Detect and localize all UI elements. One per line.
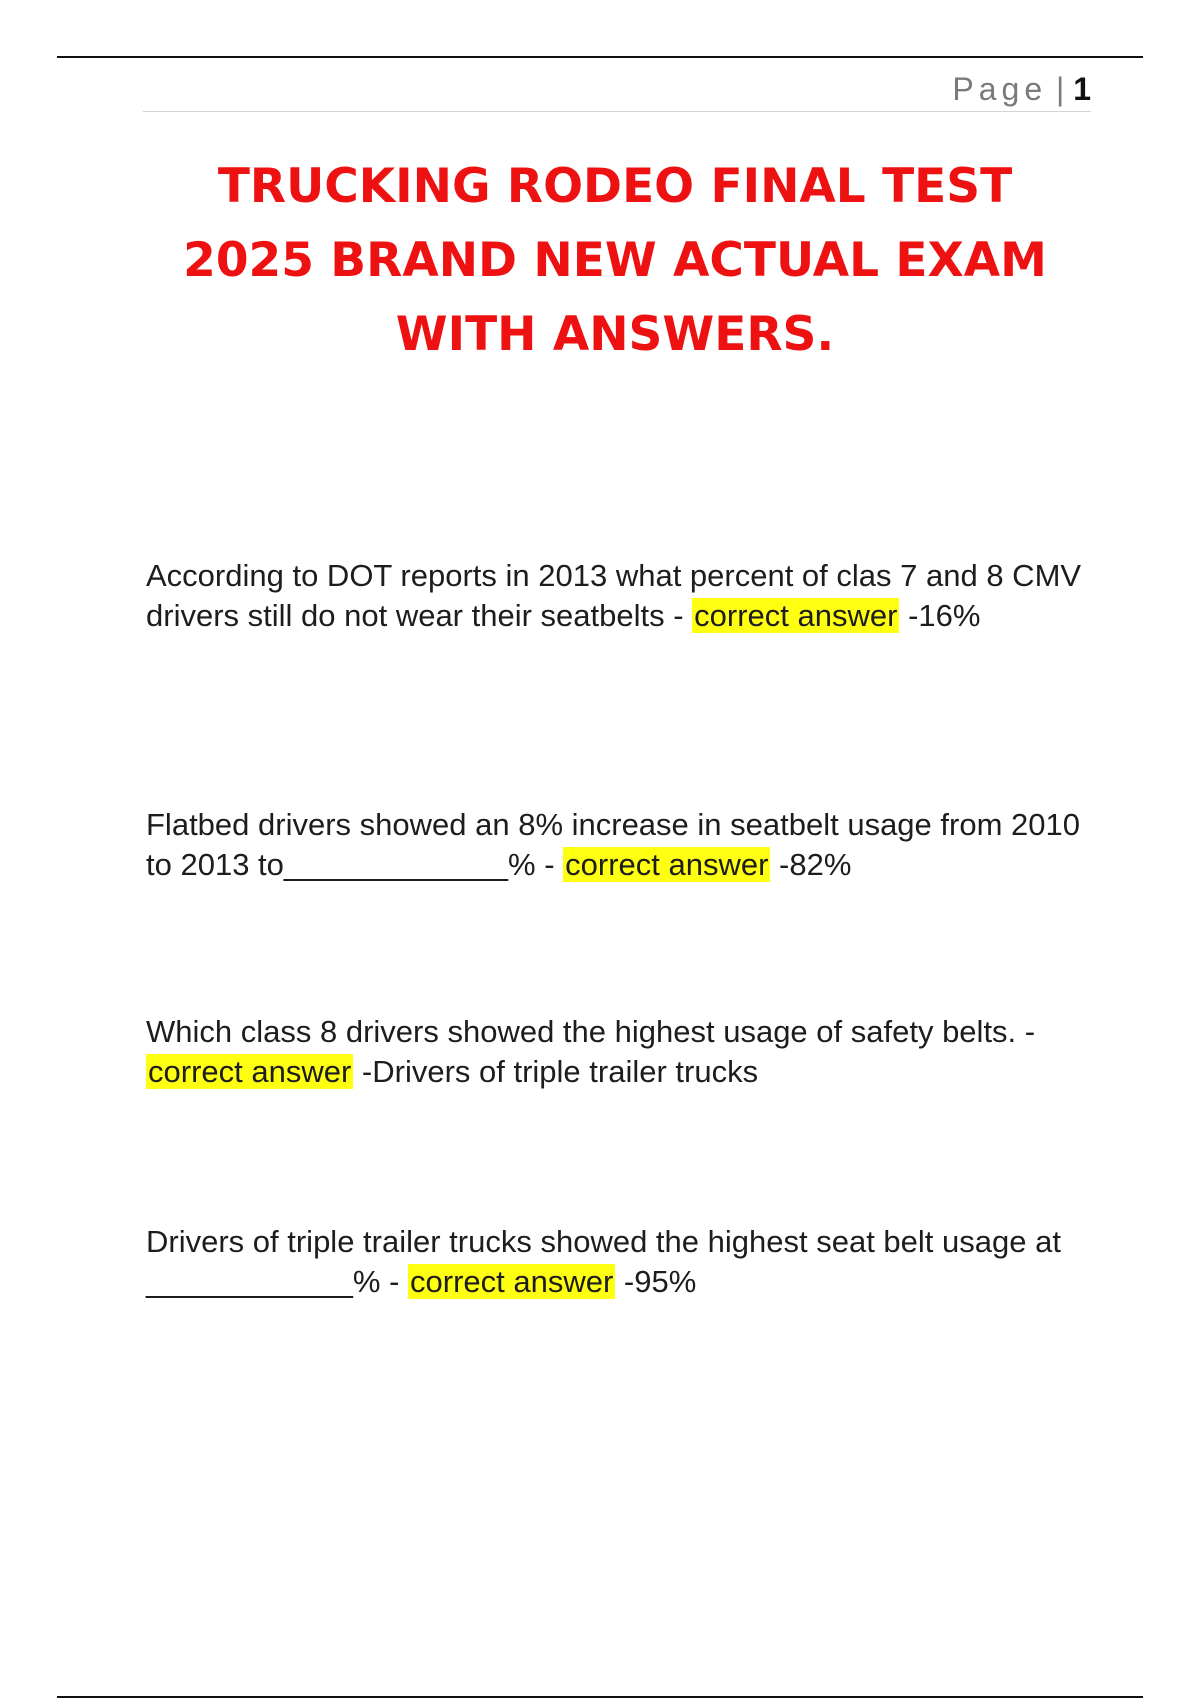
qa-item [146,805,1096,885]
page-label: Page [952,71,1048,107]
page-header [143,68,1091,110]
qa-item [146,1222,1096,1302]
question-text: Which class 8 drivers showed the highest usage of safety belts. - [146,1014,1036,1049]
question-text: According to DOT reports in 2013 what percent of clas 7 and 8 CMV drivers still do not wear their seatbelts - [146,558,1082,633]
correct-answer-marker: correct answer [694,598,898,633]
document-title [100,150,1130,372]
title-line-1: TRUCKING RODEO FINAL TEST [217,159,1013,214]
page-number: 1 [1073,71,1091,107]
answer-text: -95% [615,1264,697,1299]
question-text: Flatbed drivers showed an 8% increase in seatbelt usage from 2010 to 2013 to_____________% - [146,807,1080,882]
question-text: Drivers of triple trailer trucks showed the highest seat belt usage at ____________% - [146,1224,1061,1299]
correct-answer-marker: correct answer [410,1264,614,1299]
qa-item [146,1012,1096,1092]
correct-answer-marker: correct answer [565,847,769,882]
answer-text: -Drivers of triple trailer trucks [353,1054,759,1089]
top-border-line [57,56,1143,58]
title-line-3: WITH ANSWERS. [395,307,835,362]
title-line-2: 2025 BRAND NEW ACTUAL EXAM [183,233,1047,288]
page-separator: | [1047,71,1074,107]
qa-item [146,556,1096,636]
header-divider [143,111,1091,112]
correct-answer-marker: correct answer [148,1054,352,1089]
answer-text: -82% [770,847,852,882]
bottom-border-line [57,1696,1143,1698]
answer-text: -16% [899,598,981,633]
